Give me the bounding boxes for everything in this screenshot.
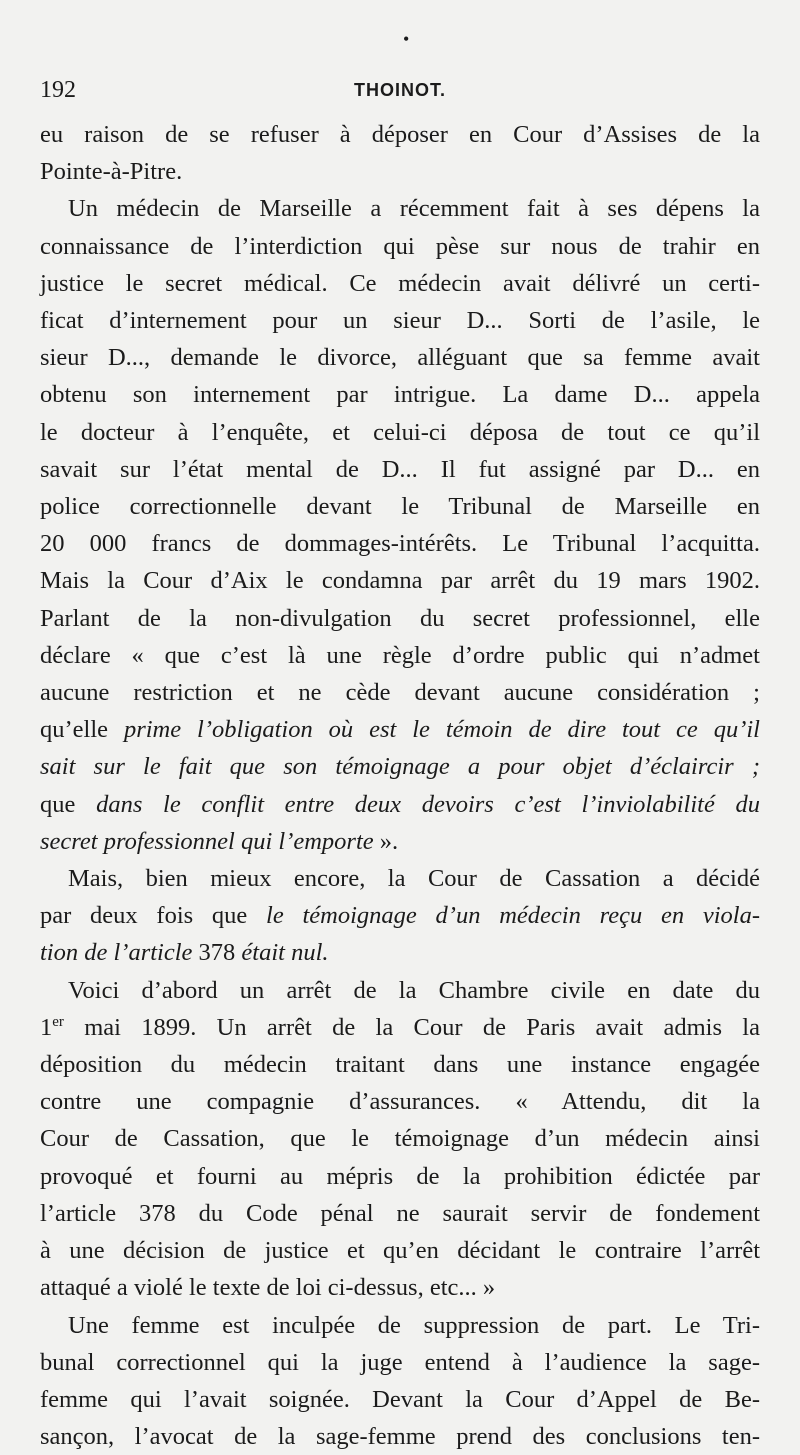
text-line: déclare « que c’est là une règle d’ordre public qui n’admet [40, 641, 760, 669]
text-line: par deux fois que le témoignage d’un médecin reçu en viola- [40, 902, 760, 930]
text-line: contre une compagnie d’assurances. « Attendu, dit la [40, 1088, 760, 1116]
text-line: Pointe-à-Pitre. [40, 158, 183, 186]
text-line: Un médecin de Marseille a récemment fait à ses dépens la [68, 195, 760, 223]
text-line: tion de l’article 378 était nul. [40, 939, 329, 967]
text-line: bunal correctionnel qui la juge entend à l’audience la sage- [40, 1348, 760, 1376]
text-line: Voici d’abord un arrêt de la Chambre civile en date du [68, 976, 760, 1004]
text-line: justice le secret médical. Ce médecin avait délivré un certi- [40, 269, 760, 297]
text-line: à une décision de justice et qu’en décidant le contraire l’arrêt [40, 1237, 760, 1265]
text-line: Mais la Cour d’Aix le condamna par arrêt du 19 mars 1902. [40, 567, 760, 595]
text-line: Parlant de la non-divulgation du secret professionnel, elle [40, 604, 760, 632]
page-number: 192 [40, 77, 76, 103]
body-text [40, 116, 760, 1455]
text-line: 20 000 francs de dommages-intérêts. Le Tribunal l’acquitta. [40, 530, 760, 558]
text-line: 1er mai 1899. Un arrêt de la Cour de Paris avait admis la [40, 1013, 760, 1041]
page-header [40, 76, 760, 104]
text-line: Mais, bien mieux encore, la Cour de Cassation a décidé [68, 865, 760, 893]
text-line: police correctionnelle devant le Tribunal de Marseille en [40, 493, 760, 521]
printer-mark: • [403, 29, 410, 49]
text-line: attaqué a violé le texte de loi ci-dessus, etc... » [40, 1274, 496, 1302]
text-line: sait sur le fait que son témoignage a pour objet d’éclaircir ; [40, 753, 760, 781]
text-line: déposition du médecin traitant dans une instance engagée [40, 1051, 760, 1079]
text-line: sieur D..., demande le divorce, alléguant que sa femme avait [40, 344, 760, 372]
running-head: THOINOT. [354, 80, 446, 100]
text-line: Une femme est inculpée de suppression de part. Le Tri- [68, 1311, 760, 1339]
text-line: connaissance de l’interdiction qui pèse sur nous de trahir en [40, 232, 760, 260]
text-line: aucune restriction et ne cède devant aucune considération ; [40, 679, 760, 707]
text-line: savait sur l’état mental de D... Il fut assigné par D... en [40, 455, 760, 483]
text-line: sançon, l’avocat de la sage-femme prend des conclusions ten- [40, 1423, 760, 1451]
text-line: eu raison de se refuser à déposer en Cour d’Assises de la [40, 121, 760, 148]
text-line: qu’elle prime l’obligation où est le témoin de dire tout ce qu’il [40, 716, 760, 744]
text-line: ficat d’internement pour un sieur D... Sorti de l’asile, le [40, 307, 760, 335]
text-line: secret professionnel qui l’emporte ». [40, 827, 399, 855]
text-line: le docteur à l’enquête, et celui-ci déposa de tout ce qu’il [40, 418, 760, 446]
text-line: l’article 378 du Code pénal ne saurait servir de fondement [40, 1199, 760, 1227]
text-line: que dans le conflit entre deux devoirs c’est l’inviolabilité du [40, 790, 761, 818]
text-line: provoqué et fourni au mépris de la prohibition édictée par [40, 1162, 760, 1190]
text-line: femme qui l’avait soignée. Devant la Cour d’Appel de Be- [40, 1385, 760, 1413]
text-line: obtenu son internement par intrigue. La dame D... appela [40, 381, 760, 409]
text-line: Cour de Cassation, que le témoignage d’un médecin ainsi [40, 1125, 760, 1153]
